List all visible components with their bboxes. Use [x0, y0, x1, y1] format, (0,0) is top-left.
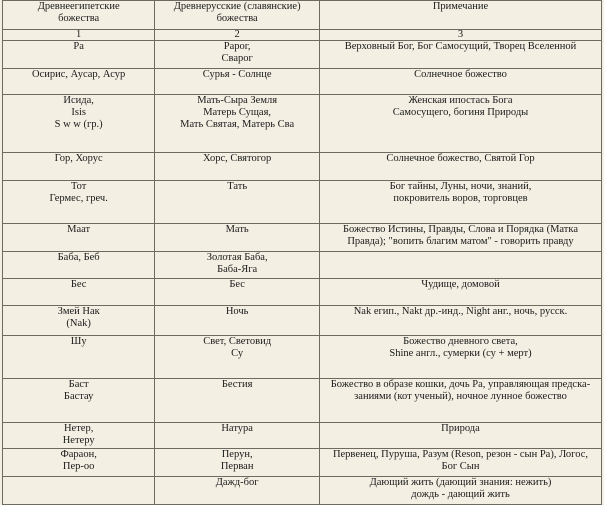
egyptian-cell: Тот Гермес, греч.: [3, 181, 155, 224]
slavic-cell: Бес: [155, 279, 320, 306]
egyptian-cell: Фараон, Пер-оо: [3, 449, 155, 477]
table-row: [3, 423, 602, 449]
col-number-1: 1: [3, 30, 155, 41]
egyptian-cell: Маат: [3, 224, 155, 252]
note-cell: Божество дневного света, Shine англ., сумерки (су + мерт): [319, 336, 601, 379]
col-number-2: 2: [155, 30, 320, 41]
header-egyptian: Древнеегипетские божества: [3, 1, 155, 30]
slavic-cell: Золотая Баба, Баба-Яга: [155, 252, 320, 279]
slavic-cell: Натура: [155, 423, 320, 449]
egyptian-cell: Ра: [3, 41, 155, 69]
header-note: Примечание: [319, 1, 601, 30]
table-row: [3, 41, 602, 69]
egyptian-cell: Баст Бастау: [3, 379, 155, 423]
table-row: [3, 252, 602, 279]
note-cell: Женская ипостась Бога Самосущего, богиня Природы: [319, 95, 601, 153]
slavic-cell: Рарог, Сварог: [155, 41, 320, 69]
egyptian-cell: Баба, Беб: [3, 252, 155, 279]
slavic-cell: Тать: [155, 181, 320, 224]
egyptian-cell: Исида, Isis S w w (гр.): [3, 95, 155, 153]
note-cell: Божество Истины, Правды, Слова и Порядка (Матка Правда); "вопить благим матом" - говорить правду: [319, 224, 601, 252]
table-row: [3, 95, 602, 153]
note-cell: [319, 252, 601, 279]
table-row: [3, 181, 602, 224]
header-slavic: Древнерусские (славянские) божества: [155, 1, 320, 30]
egyptian-cell: Шу: [3, 336, 155, 379]
col-number-3: 3: [319, 30, 601, 41]
table-row: [3, 153, 602, 181]
egyptian-cell: Бес: [3, 279, 155, 306]
slavic-cell: Мать-Сыра Земля Матерь Сущая, Мать Святая, Матерь Сва: [155, 95, 320, 153]
deities-table: [2, 0, 602, 505]
note-cell: Божество в образе кошки, дочь Ра, управляющая предска- заниями (кот ученый), ночное лунное божество: [319, 379, 601, 423]
table-row: [3, 279, 602, 306]
table-row: [3, 306, 602, 336]
note-cell: Дающий жить (дающий знания: нежить) дождь - дающий жить: [319, 477, 601, 505]
slavic-cell: Перун, Перван: [155, 449, 320, 477]
note-cell: Верховный Бог, Бог Самосущий, Творец Вселенной: [319, 41, 601, 69]
note-cell: Природа: [319, 423, 601, 449]
slavic-cell: Ночь: [155, 306, 320, 336]
slavic-cell: Бестия: [155, 379, 320, 423]
note-cell: Nak егип., Nakt др.-инд., Night анг., ночь, русск.: [319, 306, 601, 336]
column-number-row: [3, 30, 602, 41]
egyptian-cell: Осирис, Аусар, Асур: [3, 69, 155, 95]
slavic-cell: Хорс, Святогор: [155, 153, 320, 181]
table-row: [3, 477, 602, 505]
table-row: [3, 224, 602, 252]
table-row: [3, 336, 602, 379]
egyptian-cell: [3, 477, 155, 505]
egyptian-cell: Нетер, Нетеру: [3, 423, 155, 449]
table-row: [3, 379, 602, 423]
slavic-cell: Свет, Световид Су: [155, 336, 320, 379]
slavic-cell: Мать: [155, 224, 320, 252]
note-cell: Бог тайны, Луны, ночи, знаний, покровитель воров, торговцев: [319, 181, 601, 224]
note-cell: Солнечное божество, Святой Гор: [319, 153, 601, 181]
note-cell: Солнечное божество: [319, 69, 601, 95]
egyptian-cell: Змей Нак (Nak): [3, 306, 155, 336]
slavic-cell: Сурья - Солнце: [155, 69, 320, 95]
egyptian-cell: Гор, Хорус: [3, 153, 155, 181]
note-cell: Первенец, Пуруша, Разум (Reson, резон - сын Ра), Логос, Бог Сын: [319, 449, 601, 477]
header-row: [3, 1, 602, 30]
table-row: [3, 449, 602, 477]
slavic-cell: Дажд-бог: [155, 477, 320, 505]
table-row: [3, 69, 602, 95]
note-cell: Чудище, домовой: [319, 279, 601, 306]
